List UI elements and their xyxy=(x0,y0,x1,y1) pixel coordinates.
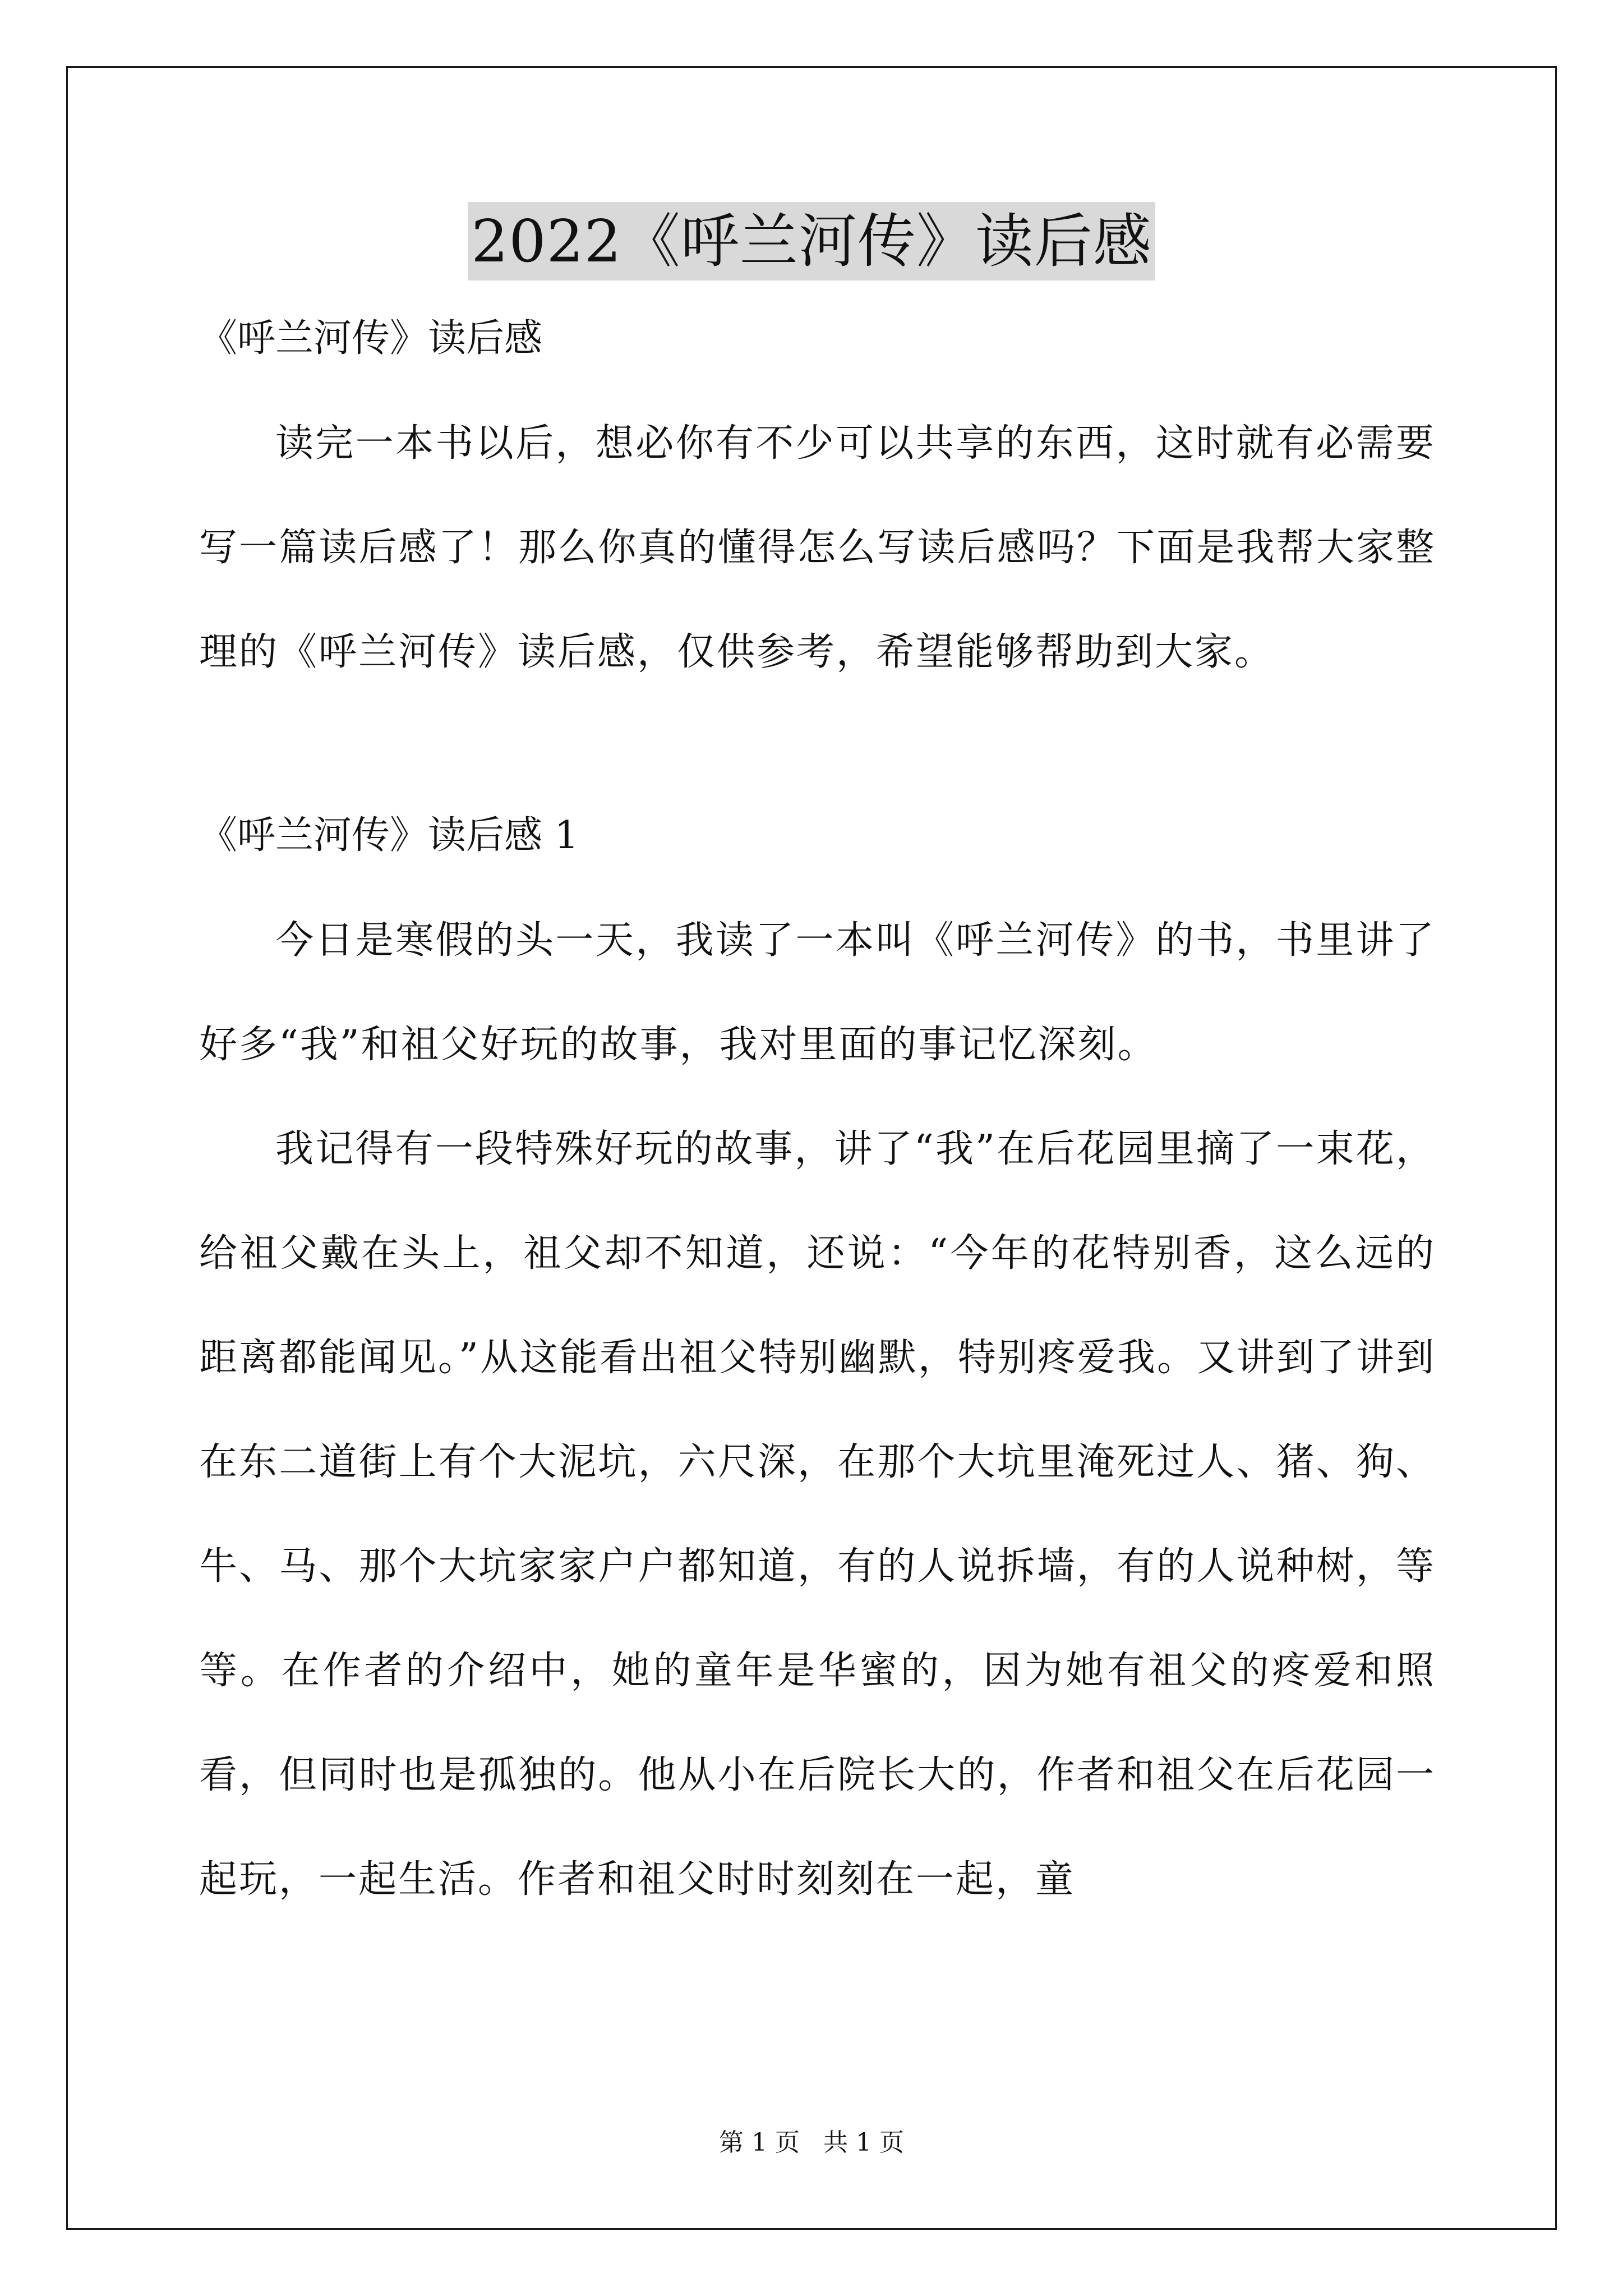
spacer xyxy=(199,364,1436,392)
section-heading: 《呼兰河传》读后感 1 xyxy=(199,813,579,858)
spacer xyxy=(199,861,1436,889)
intro-paragraph: 读完一本书以后，想必你有不少可以共享的东西，这时就有必需要写一篇读后感了！那么你真的懂得怎么写读后感吗？下面是我帮大家整理的《呼兰河传》读后感，仅供参考，希望能够帮助到大家。 xyxy=(199,421,1436,674)
page-footer: 第 1 页 共 1 页 xyxy=(719,2128,904,2157)
document-body xyxy=(199,314,1436,1932)
section-paragraph-1: 今日是寒假的头一天，我读了一本叫《呼兰河传》的书，书里讲了好多“我”和祖父好玩的故事，我对里面的事记忆深刻。 xyxy=(199,918,1436,1067)
section-spacer xyxy=(199,705,1436,811)
title-container xyxy=(0,202,1623,280)
section-paragraph-2: 我记得有一段特殊好玩的故事，讲了“我”在后花园里摘了一束花，给祖父戴在头上，祖父却不知道，还说：“今年的花特别香，这么远的距离都能闻见。”从这能看出祖父特别幽默，特别疼爱我。又讲到了讲到在东二道街上有个大泥坑，六尺深，在那个大坑里淹死过人、猪、狗、牛、马、那个大坑家家户户都知道，有的人说拆墙，有的人说种树，等等。在作者的介绍中，她的童年是华蜜的，因为她有祖父的疼爱和照看，但同时也是孤独的。他从小在后院长大的，作者和祖父在后花园一起玩，一起生活。作者和祖父时时刻刻在一起，童 xyxy=(199,1127,1436,1902)
document-title: 2022《呼兰河传》读后感 xyxy=(468,202,1155,280)
intro-heading: 《呼兰河传》读后感 xyxy=(199,316,543,361)
